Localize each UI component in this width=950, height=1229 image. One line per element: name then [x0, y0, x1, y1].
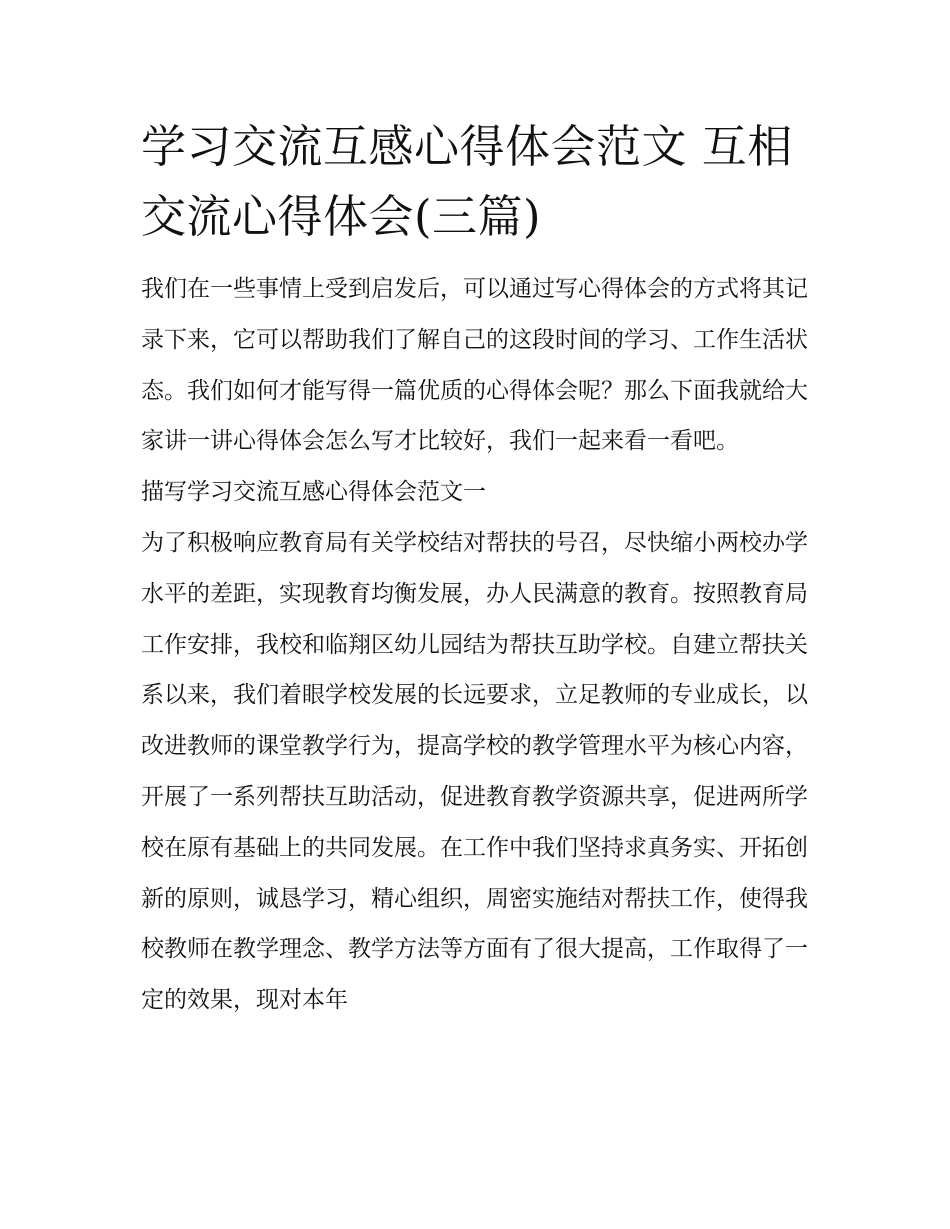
body-paragraph: 为了积极响应教育局有关学校结对帮扶的号召，尽快缩小两校办学水平的差距，实现教育均衡发展，办人民满意的教育。按照教育局工作安排，我校和临翔区幼儿园结为帮扶互助学校。自建立帮扶关系以来，我们着眼学校发展的长远要求，立足教师的专业成长，以改进教师的课堂教学行为，提高学校的教学管理水平为核心内容，开展了一系列帮扶互助活动，促进教育教学资源共享，促进两所学校在原有基础上的共同发展。在工作中我们坚持求真务实、开拓创新的原则，诚恳学习，精心组织，周密实施结对帮扶工作，使得我校教师在教学理念、教学方法等方面有了很大提高，工作取得了一定的效果，现对本年 — [141, 529, 808, 1014]
document-content — [141, 112, 821, 1026]
section-heading: 描写学习交流互感心得体会范文一 — [141, 479, 486, 506]
intro-paragraph: 我们在一些事情上受到启发后，可以通过写心得体会的方式将其记录下来，它可以帮助我们了解自己的这段时间的学习、工作生活状态。我们如何才能写得一篇优质的心得体会呢？那么下面我就给大家讲一讲心得体会怎么写才比较好，我们一起来看一看吧。 — [141, 276, 808, 455]
document-title: 学习交流互感心得体会范文 互相交流心得体会(三篇) — [141, 120, 793, 243]
